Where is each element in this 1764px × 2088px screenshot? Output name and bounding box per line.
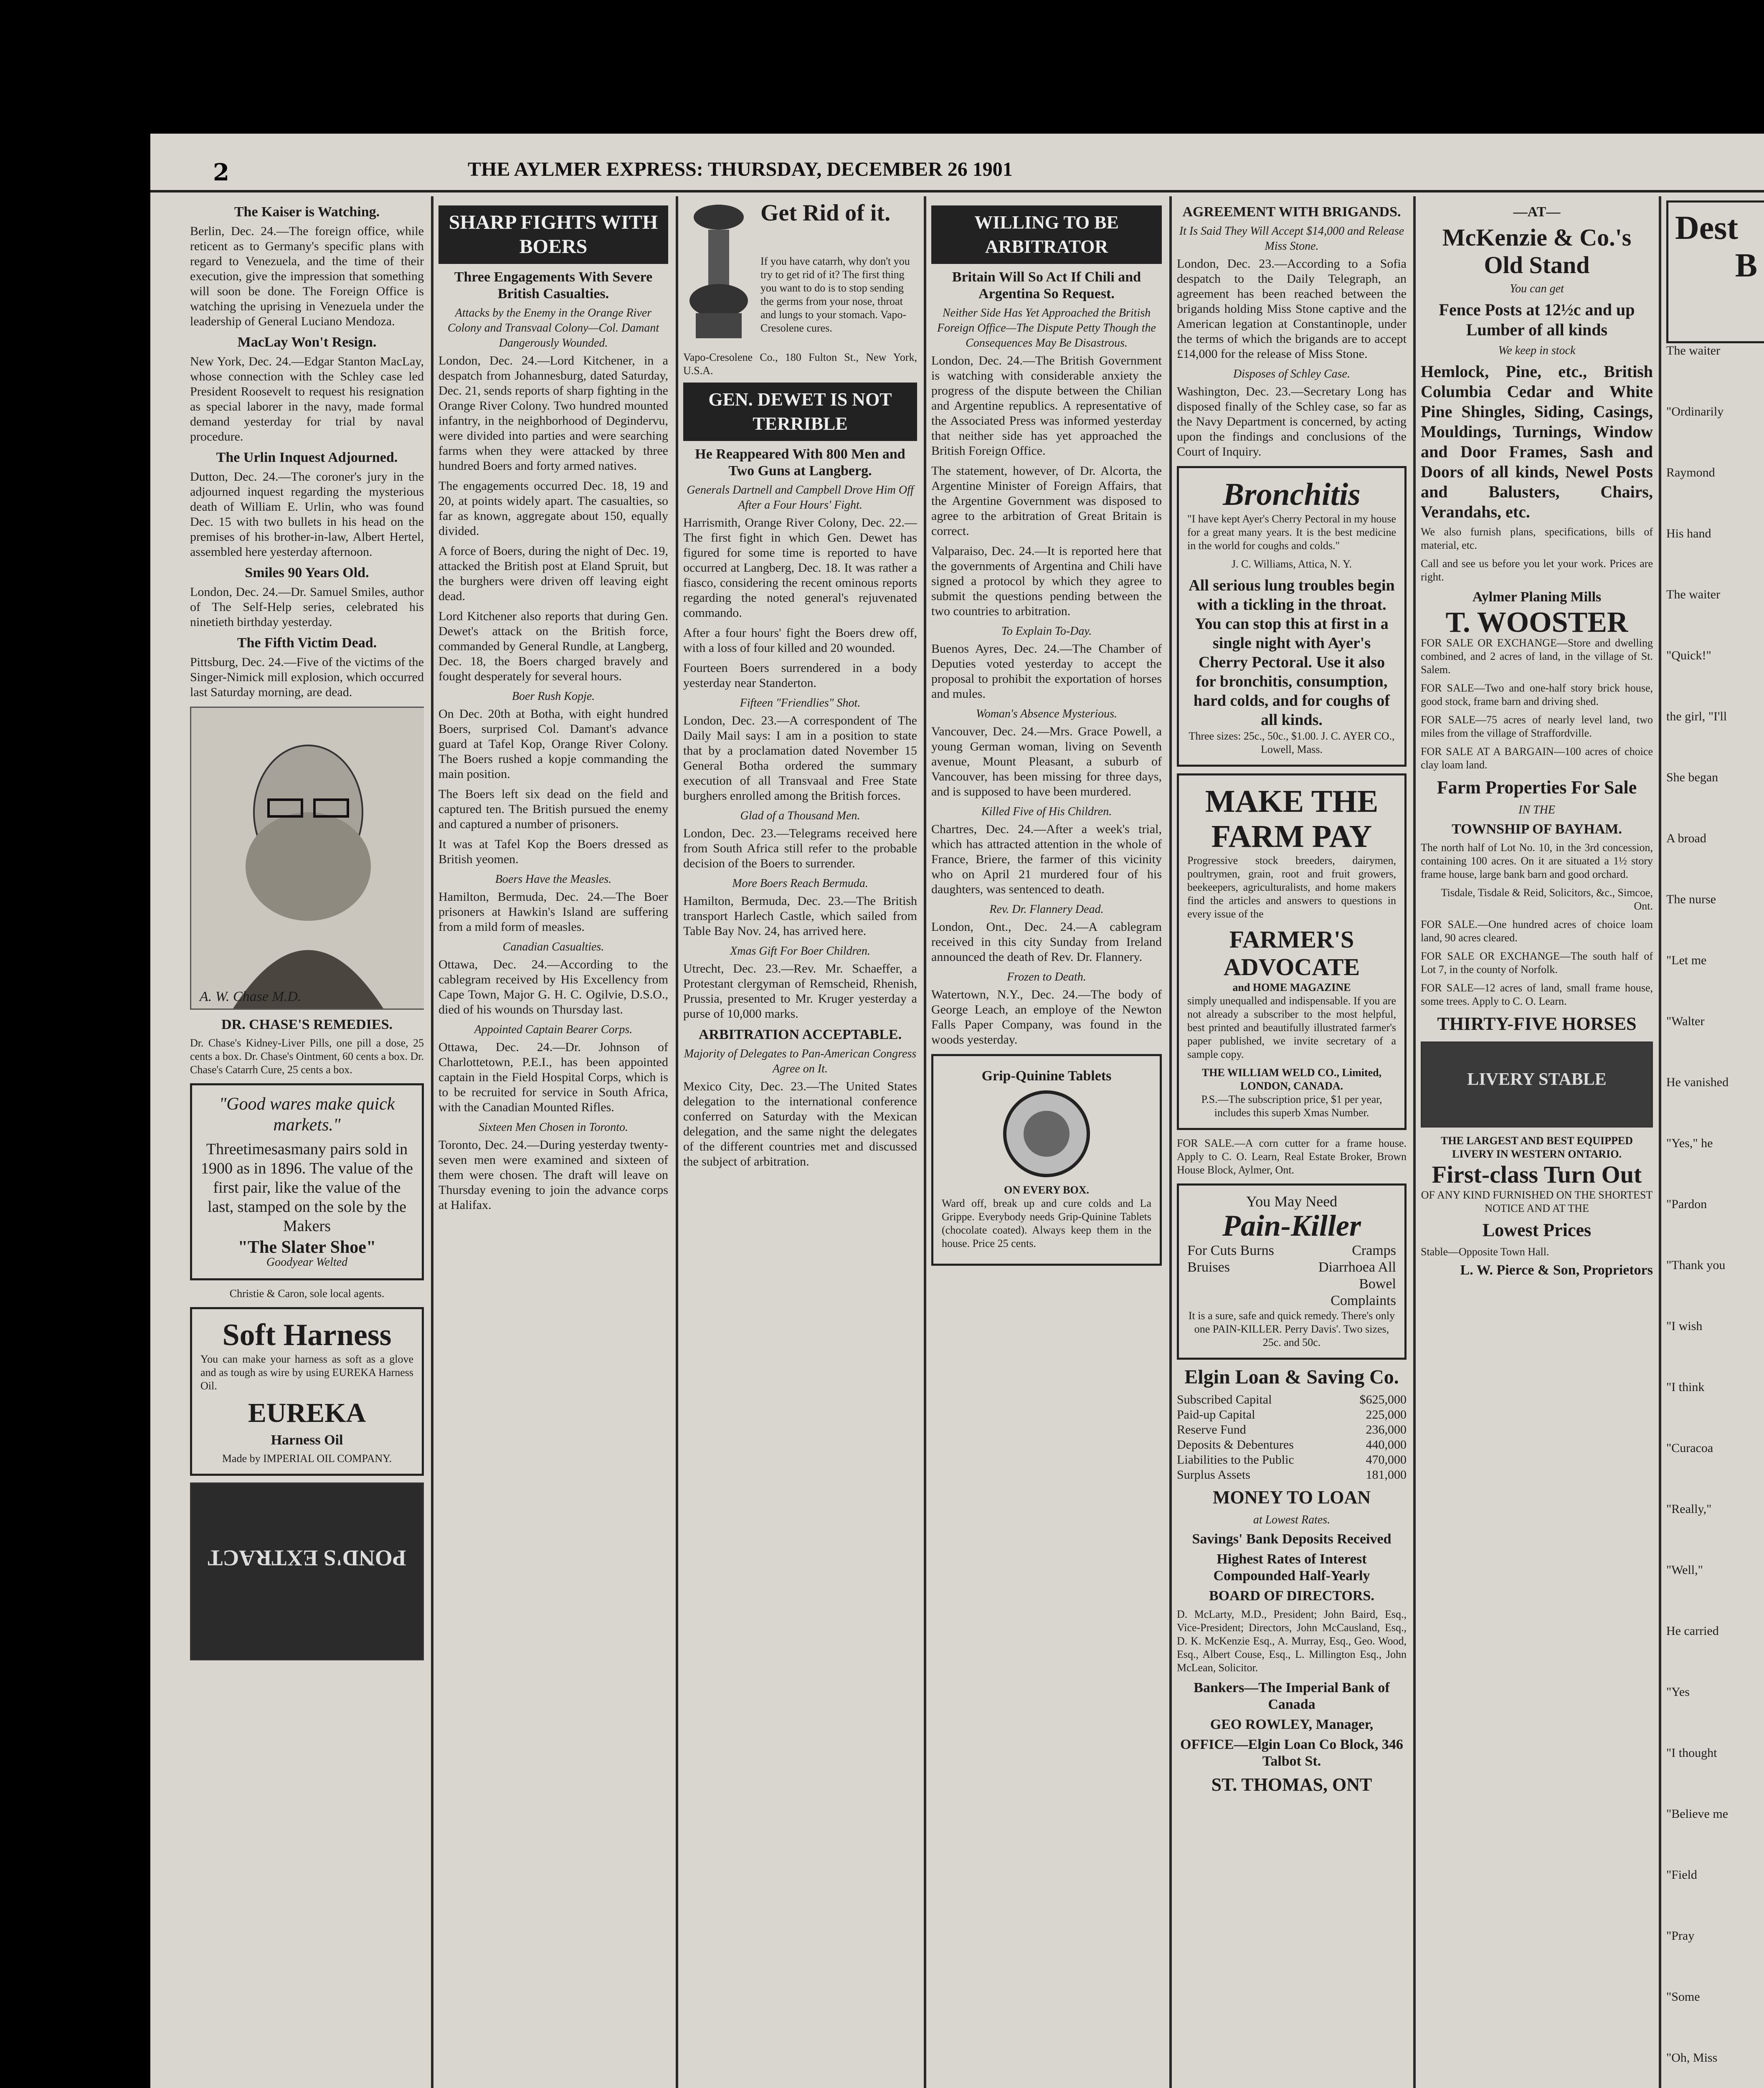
headline: ARBITRATION ACCEPTABLE. <box>698 1027 902 1042</box>
subheading: Boers Have the Measles. <box>495 873 612 886</box>
article-text: A force of Boers, during the night of Dec. 19, attacked the British post at Eland Spruit, but the burghers were driven off leaving eight dead. <box>438 544 668 603</box>
story-line: The nurse <box>1666 892 1716 906</box>
ad-right-list: Cramps Diarrhoea All Bowel Complaints <box>1318 1243 1396 1308</box>
column-2 <box>438 200 668 2088</box>
headline: Smiles 90 Years Old. <box>245 565 369 580</box>
ad-text: simply unequalled and indispensable. If you are not already a subscriber to the most helpful, best printed and beautifully illustrated farmer's paper published, we invite secretary of a sample copy. <box>1187 995 1396 1060</box>
story-line: "Ordinarily <box>1666 405 1724 418</box>
headline: The Urlin Inquest Adjourned. <box>216 450 398 465</box>
ad-text: We also furnish plans, specifications, bills of material, etc. <box>1421 526 1653 551</box>
article-text: The engagements occurred Dec. 18, 19 and 20, at points widely apart. The casualties, so far as known, aggregate about 150, equally divided. <box>438 479 668 538</box>
article-text: Buenos Ayres, Dec. 24.—The Chamber of Deputies voted yesterday to accept the proposal to prohibit the exportation of horses and mules. <box>931 642 1162 701</box>
story-line: A broad <box>1666 831 1706 845</box>
story-line: "Field <box>1666 1868 1697 1882</box>
column-rule <box>924 196 926 2088</box>
ad-text: You can make your harness as soft as a glove and as tough as wire by using EUREKA Harness Oil. <box>200 1353 413 1392</box>
subheading: Sixteen Men Chosen in Toronto. <box>478 1121 628 1134</box>
subheading: Frozen to Death. <box>1007 971 1086 983</box>
bank-subheading: at Lowest Rates. <box>1253 1513 1331 1526</box>
article-text: Pittsburg, Dec. 24.—Five of the victims of the Singer-Nimick mill explosion, which occurred last Saturday morning, are dead. <box>190 655 424 699</box>
bank-text: Bankers—The Imperial Bank of Canada <box>1194 1680 1390 1712</box>
ad-subheadline: TOWNSHIP OF BAYHAM. <box>1452 821 1622 837</box>
ad-text: The north half of Lot No. 10, in the 3rd concession, containing 100 acres. On it are situated a 1½ story frame house, large bank barn and good orchard. <box>1421 841 1653 880</box>
story-line: "Walter <box>1666 1014 1705 1028</box>
bank-manager: GEO ROWLEY, Manager, <box>1210 1717 1374 1732</box>
ad-foot: Made by IMPERIAL OIL COMPANY. <box>222 1452 392 1465</box>
masthead-title <box>175 155 1721 184</box>
article-text: The statement, however, of Dr. Alcorta, the Argentine Minister of Foreign Affairs, that the Argentine Government was disposed to agree to the arbitration of Great Britain is correct. <box>931 464 1162 538</box>
ad-kicker: You May Need <box>1246 1193 1338 1210</box>
ad-foot: Vapo-Cresolene Co., 180 Fulton St., New York, U.S.A. <box>683 351 917 377</box>
bank-figures-row <box>1177 1422 1407 1437</box>
portrait-illustration <box>190 707 424 1010</box>
story-line: Raymond <box>1666 466 1715 479</box>
article-text: London, Dec. 23.—A correspondent of The Daily Mail says: I am in a position to state that by a proclamation dated November 15 General Botha ordered the summary execution of all Transvaal and Free State burghers enrolled among the British forces. <box>683 714 917 803</box>
masthead-rule <box>150 190 1764 193</box>
bank-heading: MONEY TO LOAN <box>1212 1487 1371 1508</box>
bank-heading: BOARD OF DIRECTORS. <box>1209 1588 1374 1604</box>
livery-text: OF ANY KIND FURNISHED ON THE SHORTEST NOTICE AND AT THE <box>1421 1189 1653 1214</box>
bank-figure-label: Liabilities to the Public <box>1177 1453 1294 1467</box>
bank-city: ST. THOMAS, ONT <box>1211 1774 1372 1795</box>
story-line: "I think <box>1666 1380 1705 1394</box>
ad-brand: EUREKA <box>248 1398 366 1428</box>
ad-text: Progressive stock breeders, dairymen, poultrymen, grain, root and fruit growers, beekeepers, agriculturalists, and home makers find the articles and answers to questions in every issue of the <box>1187 854 1396 920</box>
subheading: More Boers Reach Bermuda. <box>732 877 868 890</box>
farmers-advocate-ad <box>1177 773 1407 1130</box>
headline-banner: SHARP FIGHTS WITH BOERS <box>438 205 668 264</box>
signature: A. W. Chase M.D. <box>200 989 302 1004</box>
story-line: The waiter <box>1666 588 1721 601</box>
bank-figure-label: Deposits & Debentures <box>1177 1438 1294 1452</box>
story-line: "Yes," he <box>1666 1136 1713 1150</box>
article-text: Vancouver, Dec. 24.—Mrs. Grace Powell, a young German woman, living on Seventh avenue, Mount Pleasant, a suburb of Vancouver, has been missing for three days, and is supposed to have been murdered. <box>931 725 1162 798</box>
headline-banner: WILLING TO BE ARBITRATOR <box>931 205 1162 264</box>
article-text: London, Ont., Dec. 24.—A cablegram received in this city Sunday from Ireland announced the death of Rev. Dr. Flannery. <box>931 920 1162 964</box>
article-text: Mexico City, Dec. 23.—The United States delegation to the international conference conferred on Saturday with the Mexican delegation, and the same night the delegates of the different countries met and discussed the subject of arbitration. <box>683 1079 917 1168</box>
ad-title: Get Rid of it. <box>760 200 891 226</box>
story-line: "I thought <box>1666 1746 1717 1760</box>
classified-ad: FOR SALE—Two and one-half story brick house, good stock, frame barn and driving shed. <box>1421 682 1653 707</box>
story-line: "Quick!" <box>1666 649 1711 662</box>
ad-headline: Farm Properties For Sale <box>1437 777 1637 798</box>
lamp-icon <box>683 200 754 342</box>
classified-ad: FOR SALE—12 acres of land, small frame house, some trees. Apply to C. O. Learn. <box>1421 982 1653 1007</box>
column-rule <box>676 196 678 2088</box>
story-line: "Oh, Miss <box>1666 2051 1718 2065</box>
article-text: Toronto, Dec. 24.—During yesterday twenty-seven men were examined and sixteen of them were chosen. The draft will leave on Thursday evening to join the advance corps at Halifax. <box>438 1138 668 1212</box>
ponds-extract-ad <box>190 1482 424 1660</box>
article-text: New York, Dec. 24.—Edgar Stanton MacLay, whose connection with the Schley case led President Roosevelt to request his resignation as special laborer in the navy, made formal demand yesterday for trial by naval procedure. <box>190 355 424 443</box>
article-text: London, Dec. 24.—Dr. Samuel Smiles, author of The Self-Help series, celebrated his ninetieth birthday yesterday. <box>190 585 424 629</box>
classified-ad: FOR SALE.—One hundred acres of choice loam land, 90 acres cleared. <box>1421 918 1653 944</box>
ad-text: IN THE <box>1518 803 1555 816</box>
story-line: "Thank you <box>1666 1258 1726 1272</box>
article-text: Fourteen Boers surrendered in a body yesterday near Standerton. <box>683 661 917 690</box>
article-text: Valparaiso, Dec. 24.—It is reported here that the governments of Argentina and Chili have signed a protocol by which they agree to submit the questions pending between the two countries to arbitration. <box>931 544 1162 618</box>
ad-title: McKenzie & Co.'s Old Stand <box>1442 224 1632 279</box>
bank-figures-row <box>1177 1452 1407 1467</box>
ad-company: THE WILLIAM WELD CO., Limited, LONDON, CANADA. <box>1201 1067 1382 1092</box>
deck: It Is Said They Will Accept $14,000 and Release Miss Stone. <box>1179 225 1404 253</box>
bank-title: Elgin Loan & Saving Co. <box>1184 1366 1399 1388</box>
column-1 <box>190 200 424 2088</box>
subheading: Boer Rush Kopje. <box>512 690 595 703</box>
article-text: London, Dec. 24.—Lord Kitchener, in a despatch from Johannesburg, dated Saturday, Dec. 21, sends reports of sharp fighting in the Orange River Colony. Two hundred mounted infantry, in the neighborhood of Degindervu, were divided into parties and were searching farms when they were attacked by three hundred Boers and forty armed natives. <box>438 354 668 473</box>
subheading: Xmas Gift For Boer Children. <box>730 945 870 958</box>
livery-headline: THIRTY-FIVE HORSES <box>1437 1014 1637 1034</box>
ad-text: You can get <box>1510 282 1564 295</box>
bank-figure-label: Subscribed Capital <box>1177 1393 1272 1406</box>
ad-owner: T. WOOSTER <box>1445 606 1628 639</box>
headline: The Fifth Victim Dead. <box>237 635 377 651</box>
ad-text: All serious lung troubles begin with a tickling in the throat. You can stop this at first in a single night with Ayer's Cherry Pectoral. Use it also for bronchitis, consumption, hard colds, and for coughs of all kinds. <box>1189 577 1395 729</box>
grip-quinine-ad <box>931 1054 1162 1266</box>
story-line: "Some <box>1666 1990 1700 2004</box>
classified-ad: FOR SALE—75 acres of nearly level land, two miles from the village of Straffordville. <box>1421 714 1653 739</box>
headline: MacLay Won't Resign. <box>237 334 377 350</box>
subheading: Disposes of Schley Case. <box>1233 367 1350 380</box>
subheadline: Britain Will So Act If Chili and Argentina So Request. <box>952 269 1141 302</box>
story-line: "Yes <box>1666 1685 1690 1699</box>
story-line: She began <box>1666 770 1718 784</box>
ad-kicker: —AT— <box>1513 204 1561 220</box>
ad-columns <box>1187 1242 1396 1309</box>
story-line: "Really," <box>1666 1502 1712 1516</box>
ad-subtitle: Harness Oil <box>271 1432 343 1448</box>
ad-signature: J. C. Williams, Attica, N. Y. <box>1231 558 1352 570</box>
ad-title: MAKE THE FARM PAY <box>1205 784 1379 854</box>
ad-quote: "Good wares make quick markets." <box>219 1095 395 1135</box>
bank-figures-row <box>1177 1407 1407 1422</box>
bank-figures-table <box>1177 1392 1407 1482</box>
article-text: Hamilton, Bermuda, Dec. 24.—The Boer prisoners at Hawkin's Island are suffering from a mild form of measles. <box>438 890 668 934</box>
ad-text: We keep in stock <box>1498 344 1576 357</box>
ad-title: Grip-Quinine Tablets <box>981 1068 1112 1084</box>
ad-text: Ward off, break up and cure colds and La Grippe. Everybody needs Grip-Quinine Tablets (chocolate coated). Always keep them in the house. Price 25 cents. <box>942 1197 1151 1249</box>
pain-killer-ad <box>1177 1183 1407 1360</box>
story-line: "I wish <box>1666 1319 1703 1333</box>
story-line: His hand <box>1666 527 1711 540</box>
bank-figures-row <box>1177 1437 1407 1452</box>
classified-ad: FOR SALE OR EXCHANGE—The south half of Lot 7, in the county of Norfolk. <box>1421 950 1653 976</box>
bank-heading: Highest Rates of Interest Compounded Half-Yearly <box>1213 1551 1370 1584</box>
headline: AGREEMENT WITH BRIGANDS. <box>1182 204 1401 220</box>
article-text: On Dec. 20th at Botha, with eight hundred Boers, surprised Col. Damant's advance guard at Tafel Kop, Orange River Colony. The Boers rushed a kopje commanding the main position. <box>438 707 668 781</box>
subheading: Appointed Captain Bearer Corps. <box>474 1023 633 1036</box>
bank-text: D. McLarty, M.D., President; John Baird, Esq., Vice-President; Directors, John McCausland, Esq., D. K. McKenzie Esq., A. Murray, Esq., Geo. Wood, Esq., Albert Couse, Esq., L. Millington Esq., John McLean, Solicitor. <box>1177 1608 1407 1674</box>
article-text: After a four hours' fight the Boers drew off, with a loss of four killed and 20 wounded. <box>683 626 917 655</box>
classified-ad: FOR SALE.—A corn cutter for a frame house. Apply to C. O. Learn, Real Estate Broker, Brown House Block, Aylmer, Ont. <box>1177 1137 1407 1176</box>
vapo-cresolene-ad <box>683 200 917 351</box>
article-text: Harrismith, Orange River Colony, Dec. 22.—The first fight in which Gen. Dewet has figured for some time is reported to have occurred at Langberg, Dec. 18. It was rather a fiasco, considering the recent ominous reports regarding the noted general's rejuvenated commando. <box>683 516 917 620</box>
article-text: London, Dec. 24.—The British Government is watching with considerable anxiety the progress of the dispute between the Chilian and Argentine republics. A representative of the Associated Press was informed yesterday that neither side has yet approached the British Foreign Office. <box>931 354 1162 458</box>
article-text: Watertown, N.Y., Dec. 24.—The body of George Leach, an employe of the Newton Falls Paper Company, was found in the woods yesterday. <box>931 988 1162 1047</box>
story-line: "Pardon <box>1666 1197 1707 1211</box>
livery-text: Stable—Opposite Town Hall. <box>1421 1246 1549 1258</box>
article-text: Ottawa, Dec. 24.—Dr. Johnson of Charlottetown, P.E.I., has been appointed captain in the Field Hospital Corps, which is to be recruited for service in South Africa, with the Canadian Mounted Rifles. <box>438 1040 668 1114</box>
bank-office: OFFICE—Elgin Loan Co Block, 346 Talbot St. <box>1180 1737 1403 1769</box>
ad-agents: Christie & Caron, sole local agents. <box>229 1287 385 1300</box>
headline-banner: GEN. DEWET IS NOT TERRIBLE <box>683 383 917 441</box>
column-5 <box>1177 200 1407 2088</box>
subheading: Glad of a Thousand Men. <box>740 809 860 822</box>
bank-figure-value: 181,000 <box>1366 1468 1407 1482</box>
portrait-drawing-icon <box>191 708 424 1009</box>
bank-figures-row <box>1177 1467 1407 1482</box>
ad-company: Aylmer Planing Mills <box>1472 589 1602 605</box>
deck: Majority of Delegates to Pan-American Congress Agree on It. <box>684 1047 917 1075</box>
masthead-text: THE AYLMER EXPRESS: THURSDAY, DECEMBER 26 1901 <box>468 158 1013 180</box>
subheading: Rev. Dr. Flannery Dead. <box>989 903 1104 916</box>
column-6 <box>1421 200 1653 2088</box>
ad-foot: It is a sure, safe and quick remedy. There's only one PAIN-KILLER. Perry Davis'. Two sizes, 25c. and 50c. <box>1188 1310 1395 1348</box>
article-text: Chartres, Dec. 24.—After a week's trial, which has attracted attention in the whole of France, Briere, the farmer of this vicinity who on April 21 murdered four of his daughters, was sentenced to death. <box>931 822 1162 896</box>
classified-ad: FOR SALE AT A BARGAIN—100 acres of choice clay loam land. <box>1421 745 1653 771</box>
story-line: The waiter <box>1666 344 1721 357</box>
livery-headline: Lowest Prices <box>1482 1220 1592 1240</box>
bank-figure-value: $625,000 <box>1359 1393 1407 1406</box>
story-line: He carried <box>1666 1624 1719 1638</box>
story-title-a: Dest <box>1675 210 1739 246</box>
article-text: Lord Kitchener also reports that during Gen. Dewet's attack on the British force, commanded by General Rundle, at Langberg, Dec. 18, the Boers charged bravely and fought desperately for several hours. <box>438 609 668 683</box>
classified-ad: FOR SALE OR EXCHANGE—Store and dwelling combined, and 2 acres of land, in the village of St. Salem. <box>1421 637 1653 676</box>
deck: Neither Side Has Yet Approached the British Foreign Office—The Dispute Petty Though the Consequences May Be Disastrous. <box>937 307 1156 350</box>
bank-figure-label: Surplus Assets <box>1177 1468 1250 1482</box>
ad-headline: DR. CHASE'S REMEDIES. <box>221 1017 393 1032</box>
subheading: Fifteen "Friendlies" Shot. <box>740 697 861 710</box>
article-text: London, Dec. 23.—Telegrams received here from South Africa still refer to the probable decision of the Boers to surrender. <box>683 826 917 870</box>
ad-title: Bronchitis <box>1223 477 1361 512</box>
bank-figure-value: 440,000 <box>1366 1438 1407 1452</box>
ad-firm: Tisdale, Tisdale & Reid, Solicitors, &c., Simcoe, Ont. <box>1441 887 1653 912</box>
ad-brand: "The Slater Shoe" <box>238 1238 376 1257</box>
story-line: "Let me <box>1666 953 1707 967</box>
subheadline: He Reappeared With 800 Men and Two Guns at Langberg. <box>695 446 905 479</box>
story-line: "Believe me <box>1666 1807 1729 1821</box>
slater-shoe-ad <box>190 1083 424 1280</box>
subheading: Woman's Absence Mysterious. <box>976 707 1118 720</box>
eureka-harness-ad <box>190 1307 424 1476</box>
livery-text: THE LARGEST AND BEST EQUIPPED LIVERY IN WESTERN ONTARIO. <box>1441 1135 1633 1160</box>
article-text: The Boers left six dead on the field and captured ten. The British pursued the enemy and captured a number of prisoners. <box>438 787 668 831</box>
bulldog-badge-icon <box>1001 1088 1092 1180</box>
ad-subtext: Goodyear Welted <box>266 1256 348 1269</box>
ad-text: Call and see us before you let your work. Prices are right. <box>1421 557 1653 583</box>
bank-figure-value: 225,000 <box>1366 1408 1407 1422</box>
column-rule <box>1659 196 1661 2088</box>
subheading: Killed Five of His Children. <box>981 805 1112 818</box>
serial-story-title-box <box>1666 200 1764 343</box>
column-rule <box>1413 196 1416 2088</box>
ad-foot: Three sizes: 25c., 50c., $1.00. J. C. AYER CO., Lowell, Mass. <box>1189 730 1395 755</box>
ad-brand: POND'S EXTRACT <box>208 1546 406 1571</box>
livery-headline: First-class Turn Out <box>1432 1161 1642 1188</box>
ad-text: Dr. Chase's Kidney-Liver Pills, one pill a dose, 25 cents a box. Dr. Chase's Ointment, 60 cents a box. Dr. Chase's Catarrh Cure, 25 cents a box. <box>190 1037 424 1076</box>
article-text: London, Dec. 23.—According to a Sofia despatch to the Daily Telegraph, an agreement has been reached between the brigands holding Miss Stone captive and the American legation at Constantinople, under the terms of which the brigands are to accept £14,000 for the release of Miss Stone. <box>1177 257 1407 361</box>
ad-quote: "I have kept Ayer's Cherry Pectoral in my house for a great many years. It is the best medicine in the world for coughs and colds." <box>1187 513 1396 552</box>
page-number: 2 <box>213 159 229 186</box>
column-4 <box>931 200 1162 2088</box>
story-line: He vanished <box>1666 1075 1729 1089</box>
article-text: Utrecht, Dec. 23.—Rev. Mr. Schaeffer, a Protestant clergyman of Remscheid, Rhenish, Prussia, presented to Mr. Kruger yesterday a purse of 10,000 marks. <box>683 962 917 1021</box>
ad-text: If you have catarrh, why don't you try to get rid of it? The first thing you want to do is to stop sending the germs from your nose, throat and lungs to your stomach. Vapo-Cresolene cures. <box>760 255 910 334</box>
bank-heading: Savings' Bank Deposits Received <box>1192 1531 1391 1547</box>
livery-illustration <box>1421 1041 1653 1128</box>
column-rule <box>1169 196 1172 2088</box>
livery-badge: LIVERY STABLE <box>1467 1070 1607 1089</box>
ayers-bronchitis-ad <box>1177 466 1407 767</box>
ad-title: Pain-Killer <box>1222 1209 1361 1242</box>
subheading: To Explain To-Day. <box>1001 625 1092 638</box>
ad-text: Threetimesasmany pairs sold in 1900 as in 1896. The value of the first pair, like the value of the last, stamped on the sole by the Makers <box>201 1140 413 1235</box>
story-text <box>1666 343 1764 2065</box>
ad-title: Soft Harness <box>222 1318 392 1352</box>
story-line: the girl, "I'll <box>1666 710 1727 723</box>
livery-owners: L. W. Pierce & Son, Proprietors <box>1460 1262 1653 1278</box>
column-3 <box>683 200 917 2088</box>
column-7-partial <box>1666 200 1764 2088</box>
ad-foot: P.S.—The subscription price, $1 per year, includes this superb Xmas Number. <box>1201 1093 1382 1119</box>
ad-left-list: For Cuts Burns Bruises <box>1187 1243 1274 1275</box>
subheading: Canadian Casualties. <box>502 940 604 953</box>
story-line: "Curacoa <box>1666 1441 1713 1455</box>
ad-list: Hemlock, Pine, etc., British Columbia Cedar and White Pine Shingles, Siding, Casings, Mouldings, Turnings, Window and Door Frames, Sash and Doors of all kinds, Newel Posts and Balusters, Chairs, Verandahs, etc. <box>1421 362 1653 521</box>
ad-brand: FARMER'S ADVOCATE <box>1223 926 1360 981</box>
subheadline: Three Engagements With Severe British Casualties. <box>454 269 653 302</box>
column-rule <box>431 196 433 2088</box>
bank-figure-label: Reserve Fund <box>1177 1423 1246 1437</box>
ad-subtitle: and HOME MAGAZINE <box>1232 981 1351 993</box>
story-line: "Well," <box>1666 1563 1703 1577</box>
newspaper-page <box>150 134 1764 2088</box>
article-text: Washington, Dec. 23.—Secretary Long has disposed finally of the Schley case, so far as the Navy Department is concerned, by acting upon the findings and conclusions of the Court of Inquiry. <box>1177 385 1407 459</box>
story-title-b: B <box>1735 247 1757 284</box>
article-text: Dutton, Dec. 24.—The coroner's jury in the adjourned inquest regarding the mysterious death of William E. Urlin, who was found Dec. 15 with two bullets in his head on the premises of his brother-in-law, Albert Hertel, assembled here yesterday afternoon. <box>190 470 424 559</box>
bank-figures-row <box>1177 1392 1407 1407</box>
bank-figure-value: 470,000 <box>1366 1453 1407 1467</box>
bank-figure-value: 236,000 <box>1366 1423 1407 1437</box>
deck: Generals Dartnell and Campbell Drove Him Off After a Four Hours' Fight. <box>687 484 914 512</box>
ad-headline: Fence Posts at 12½c and up Lumber of all kinds <box>1439 300 1635 339</box>
headline: The Kaiser is Watching. <box>234 204 380 220</box>
bank-figure-label: Paid-up Capital <box>1177 1408 1255 1422</box>
deck: Attacks by the Enemy in the Orange River Colony and Transvaal Colony—Col. Damant Dangerously Wounded. <box>447 307 659 350</box>
article-text: Ottawa, Dec. 24.—According to the cablegram received by His Excellency from Cape Town, Major G. H. C. Ogilvie, D.S.O., died of his wounds on Thursday last. <box>438 958 668 1016</box>
article-text: Hamilton, Bermuda, Dec. 23.—The British transport Harlech Castle, which sailed from Table Bay Nov. 24, has arrived here. <box>683 894 917 938</box>
story-line: "Pray <box>1666 1929 1695 1943</box>
article-text: Berlin, Dec. 24.—The foreign office, while reticent as to Germany's specific plans with regard to Venezuela, and the time of their execution, give the impression that something will soon be done. The Foreign Office is watching the uprising in Venezuela under the leadership of General Luciano Mendoza. <box>190 224 424 328</box>
ad-badge-text: ON EVERY BOX. <box>1004 1184 1089 1196</box>
article-text: It was at Tafel Kop the Boers dressed as British yeomen. <box>438 837 668 866</box>
